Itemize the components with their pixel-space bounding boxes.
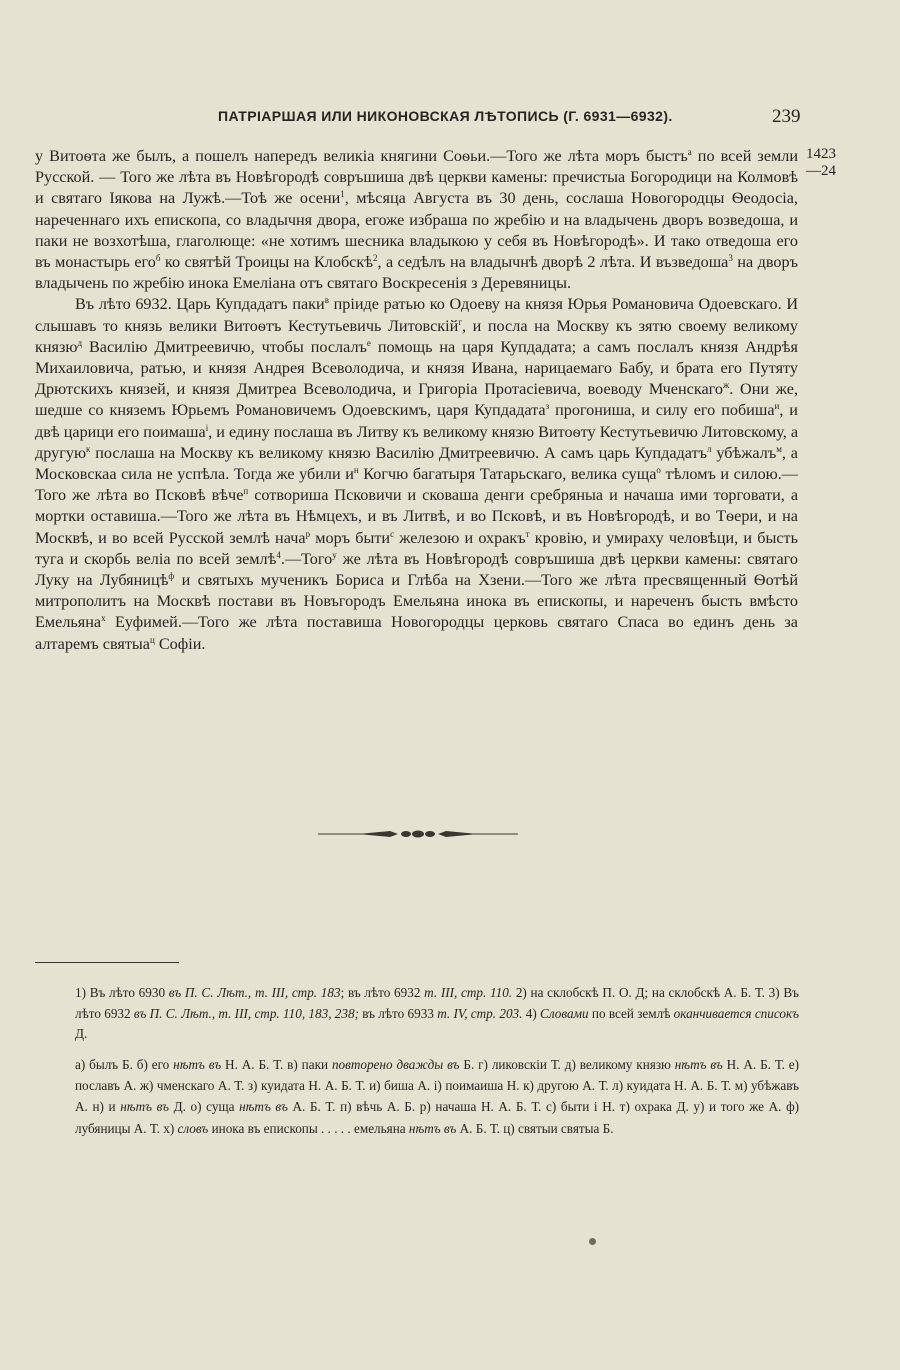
text-run: А. Б. Т. ц) святыи святыа Б. xyxy=(456,1120,614,1136)
text-run: Софіи. xyxy=(154,634,206,653)
text-run: , и двѣ царици его поимаша xyxy=(35,401,798,441)
variant-marker: і xyxy=(205,422,209,433)
editorial-note: нѣтъ въ xyxy=(239,1099,288,1115)
variant-marker: м xyxy=(776,443,782,454)
text-run: Когчю багатыря Татарьскаго, велика суща xyxy=(358,465,657,484)
paragraph-1 xyxy=(35,146,798,294)
text-run: , и посла на Москву къ зятю своему великому князю xyxy=(35,316,798,356)
variant-marker: с xyxy=(390,528,395,539)
text-run: моръ быти xyxy=(310,528,391,547)
variant-readings xyxy=(75,1054,799,1139)
citation: въ П. С. Лѣт., т. III, стр. 183 xyxy=(168,985,341,1000)
text-run: Н. А. Б. Т. в) паки xyxy=(221,1057,332,1072)
text-run: Василію Дмитреевичю, чтобы послалъ xyxy=(82,337,367,356)
margin-year-line-1: 1423 xyxy=(806,146,836,162)
text-run: ; въ лѣто 6932 xyxy=(340,985,425,1000)
text-run: тѣломъ и силою.—Того же лѣта во Псковѣ вѣче xyxy=(35,465,798,505)
variant-marker: з xyxy=(545,401,550,412)
variant-marker: р xyxy=(305,528,311,539)
chronicle-title: ПАТРІАРШАЯ ИЛИ НИКОНОВСКАЯ ЛѢТОПИСЬ (Г. 6931—6932). xyxy=(218,108,673,124)
text-run: по всей землѣ xyxy=(588,1005,674,1021)
margin-year-note xyxy=(806,146,836,180)
variant-text xyxy=(75,1054,799,1139)
text-run: Д. xyxy=(75,1026,88,1042)
text-run: , мѣсяца Августа въ 30 день, сослаша Новогородцы Ѳеодосіа, нареченнаго ихъ епископа, со владычня двора, егоже избраша по жребію и на владычень дворъ возведоша, и паки не возхотѣша, глаголюще: «не хотимъ шесника владыкою у себя въ Новѣгородѣ». И тако отведоша его въ монастырь его xyxy=(35,189,798,272)
text-run: же лѣта въ Новѣгородѣ совръшиша двѣ церкви камены: святаго Луку на Лубяницѣ xyxy=(35,549,798,590)
text-run: и святыхъ мученикъ Бориса и Глѣба на Хзени.—Того же лѣта пресвященный Ѳотѣй митрополитъ на Москвѣ постави въ Новъгородъ Емельяна инока въ епископы, и нареченъ бысть вмѣсто Емельяна xyxy=(35,571,798,632)
citation: оканчивается списокъ xyxy=(673,1005,799,1021)
text-run: А. Б. Т. п) вѣчь А. Б. р) начаша Н. А. Б. Т. с) быти і Н. т) охрака Д. у) и того же А. ф) лубяницы А. Т. х) xyxy=(75,1099,800,1136)
text-run: , и едину послаша въ Литву къ великому князю Витоѳту Кестутьевичю Литовскому, а другую xyxy=(35,422,799,462)
variant-marker: а xyxy=(687,147,692,157)
ornament-divider xyxy=(318,824,518,844)
variant-marker: о xyxy=(656,465,661,476)
text-run: по всей земли Русской. — Того же лѣта въ Новѣгородѣ совръшиша двѣ церкви камены: пречистыа Богородици на Колмовѣ и святаго Іякова на Лужѣ.—Тоѣ же осени xyxy=(35,147,798,208)
text-run: Б. г) ликовскіи Т. д) великому князю xyxy=(459,1057,675,1072)
footnote-marker: 4 xyxy=(276,549,281,560)
paragraph-2 xyxy=(35,294,798,654)
text-run: прогониша, и силу его побиша xyxy=(549,401,775,420)
text-run: сотвориша Псковичи и сковаша денги сребряныа и начаша ими торговати, а мортки оставиша.—Того же лѣта въ Нѣмцехъ, и въ Литвѣ, и во Псковѣ, и въ Новѣгородѣ, и во Тѳери, и на Москвѣ, и во всей Русской землѣ нача xyxy=(35,486,799,547)
text-run: Въ лѣто 6932. Царь Купдадатъ паки xyxy=(75,295,325,314)
footnotes xyxy=(75,983,799,1045)
main-text xyxy=(35,146,798,655)
editorial-note: нѣтъ въ xyxy=(674,1057,723,1072)
text-run: , а Московскаа сила не успѣла. Тогда же убили и xyxy=(35,443,798,484)
editorial-note: нѣтъ въ xyxy=(408,1120,457,1136)
footnote-marker: 2 xyxy=(373,253,378,264)
citation: т. III, стр. 110. xyxy=(424,985,513,1000)
variant-marker: б xyxy=(155,253,161,264)
footnote-text xyxy=(75,983,799,1045)
margin-year-line-2: —24 xyxy=(806,163,836,179)
text-run: инока въ епископы . . . . . емельяна xyxy=(208,1120,409,1136)
running-header xyxy=(0,106,900,130)
variant-marker: ж xyxy=(722,380,730,391)
citation: т. IV, стр. 203. xyxy=(437,1005,523,1021)
text-run: Еуфимей.—Того же лѣта поставиша Новогородцы церковь святаго Спаса во единъ день за алтаремъ святыа xyxy=(35,613,798,653)
citation: въ П. С. Лѣт., т. III, стр. 110, 183, 238; xyxy=(133,1005,359,1021)
text-run: послаша на Москву къ великому князю Василію Дмитреевичю. А самъ царь Купдадатъ xyxy=(90,443,707,462)
variant-marker: е xyxy=(366,337,371,348)
ink-dot xyxy=(589,1238,596,1245)
text-run: а) былъ Б. б) его xyxy=(75,1057,174,1072)
page-number: 239 xyxy=(772,106,801,127)
variant-marker: н xyxy=(353,465,359,476)
editorial-note: повторено дважды въ xyxy=(331,1057,460,1072)
text-run: кровію, и умираху человѣци, и бысть туга и скорбь веліа по всей землѣ xyxy=(35,528,798,568)
editorial-note: нѣтъ въ xyxy=(120,1099,169,1115)
text-run: Д. о) суща xyxy=(168,1099,240,1115)
text-run: , а седѣлъ на владычнѣ дворѣ 2 лѣта. И възведоша xyxy=(377,253,729,272)
text-run: у Витоѳта же былъ, а пошелъ напередъ великіа княгини Соѳьи.—Того же лѣта моръ быстъ xyxy=(35,147,688,165)
text-run: железою и охракъ xyxy=(394,528,526,547)
text-run: убѣжалъ xyxy=(711,443,777,462)
footnote-rule xyxy=(35,962,179,963)
variant-marker: т xyxy=(525,528,530,539)
variant-marker: г xyxy=(458,316,463,327)
text-run: въ лѣто 6933 xyxy=(358,1005,438,1021)
footnote-marker: 3 xyxy=(728,253,733,264)
variant-marker: у xyxy=(332,549,337,560)
footnote-marker: 1 xyxy=(340,189,345,200)
variant-marker: и xyxy=(774,401,780,412)
text-run: 2) на склобскѣ П. О. Д; на склобскѣ А. Б. Т. 3) Въ лѣто 6932 xyxy=(75,985,799,1021)
text-run: пріиде ратью ко Одоеву на князя Юрья Романовича Одоевскаго. И слышавъ то князь велики Витоѳтъ Кестутьевичь Литовскій xyxy=(35,295,799,335)
variant-marker: х xyxy=(101,613,106,624)
text-run: 4) xyxy=(522,1005,541,1021)
variant-marker: в xyxy=(324,295,329,306)
editorial-note: нѣтъ въ xyxy=(173,1057,222,1072)
text-run: . Они же, шедше со княземъ Юрьемъ Романовичемъ Одоевскимъ, царя Купдадата xyxy=(35,380,798,420)
text-run: .—Того xyxy=(280,549,333,568)
editorial-note: словъ xyxy=(177,1120,209,1136)
variant-marker: л xyxy=(706,443,712,454)
text-run: на дворъ владычень по жребію инока Емеліана отъ святаго Воскресенія з Деревяницы. xyxy=(35,253,798,293)
variant-marker: п xyxy=(243,486,249,497)
text-run: ко святѣй Троицы на Клобскѣ xyxy=(160,253,374,272)
text-run: Н. А. Б. Т. е) пославъ А. ж) чменскаго А. Т. з) куидата Н. А. Б. Т. и) биша А. і) поимаиша Н. к) другою А. Т. л) куидата Н. А. Б. Т. м) убѣжавъ А. н) и xyxy=(75,1057,799,1115)
variant-marker: д xyxy=(77,337,83,348)
text-run: 1) Въ лѣто 6930 xyxy=(75,985,169,1000)
variant-marker: ф xyxy=(168,571,175,582)
variant-marker: к xyxy=(86,443,91,454)
text-run: помощь на царя Купдадата; а самъ послалъ князя Андрѣя Михаиловича, ратью, и князя Андрея Всеволодича, и князя Ивана, нарицаемаго Бабу, и брата его Путяту Дрютскихъ князей, и князя Дмитреа Всеволодича, и Григоріа Протасіевича, воеводу Мченскаго xyxy=(35,337,799,399)
variant-marker: ц xyxy=(150,634,155,645)
citation: Словами xyxy=(540,1005,589,1021)
